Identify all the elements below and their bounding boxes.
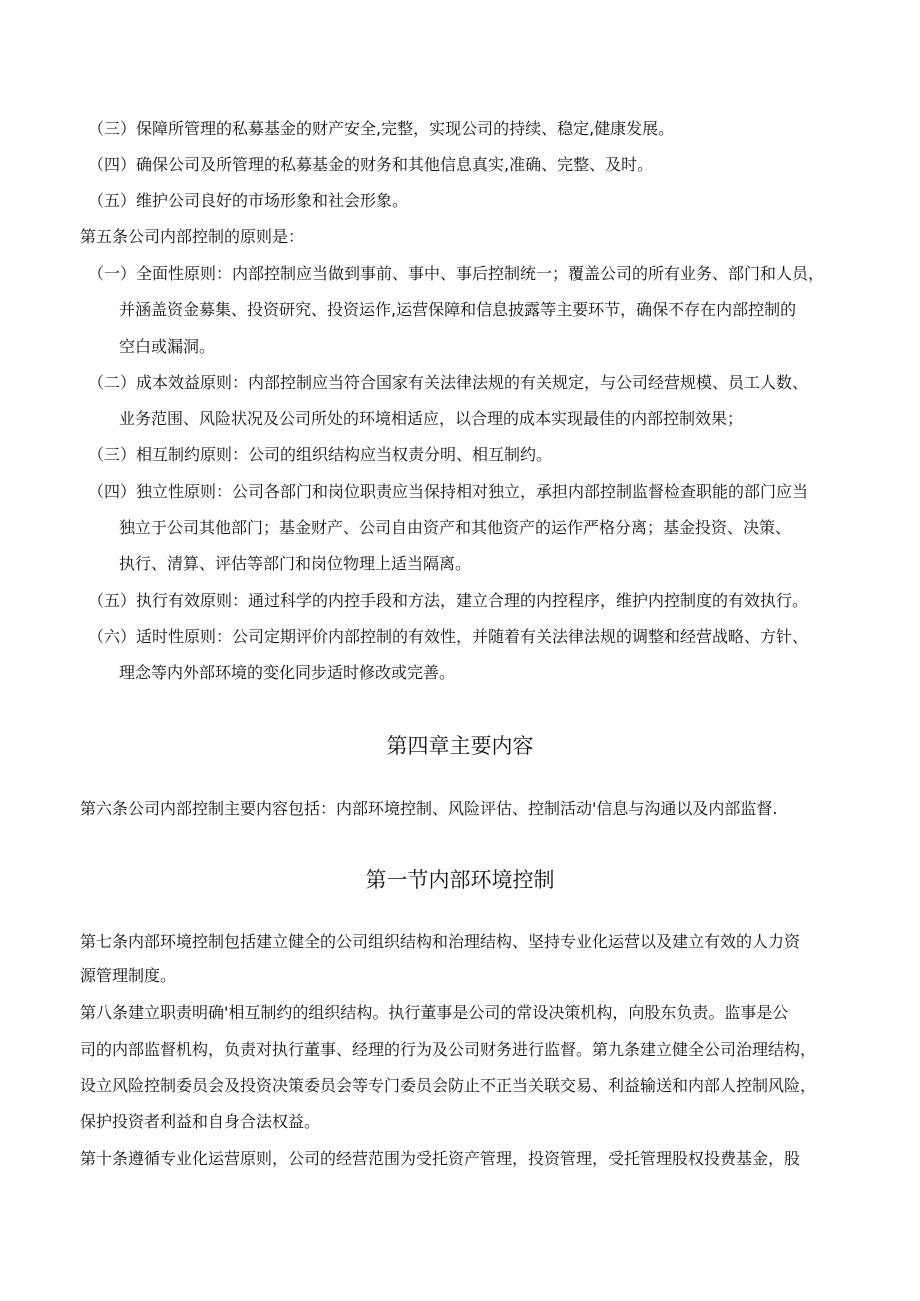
principle-1-line-3: 空白或漏洞。 (119, 337, 216, 356)
principle-4-line-3: 执行、清算、评估等部门和岗位物理上适当隔离。 (119, 554, 472, 573)
principle-4-line-2: 独立于公司其他部门；基金财产、公司自由资产和其他资产的运作严格分离；基金投资、决策、 (119, 518, 792, 537)
section-1-heading: 第一节内部环境控制 (365, 868, 555, 892)
principle-6-line-1: （六）适时性原则：公司定期评价内部控制的有效性，并随着有关法律法规的调整和经营战略、方针、 (88, 627, 809, 646)
article-7-line-2: 源管理制度。 (80, 966, 177, 985)
principle-5-line-1: （五）执行有效原则：通过科学的内控手段和方法，建立合理的内控程序，维护内控制度的有效执行。 (88, 591, 809, 610)
principle-2-line-2: 业务范围、风险状况及公司所处的环境相适应，以合理的成本实现最佳的内部控制效果； (119, 409, 744, 428)
article-10-line-1: 第十条遵循专业化运营原则，公司的经营范围为受托资产管理，投资管理，受托管理股权投费基金，股 (80, 1149, 801, 1168)
article-6-text: 第六条公司内部控制主要内容包括：内部环境控制、风险评估、控制活动'信息与沟通以及内部监督. (80, 799, 778, 818)
article-8-line-3: 设立风险控制委员会及投资决策委员会等专门委员会防止不正当关联交易、利益输送和内部人控制风险， (80, 1076, 817, 1095)
principle-6-line-2: 理念等内外部环境的变化同步适时修改或完善。 (119, 663, 456, 682)
article-8-line-2: 司的内部监督机构，负责对执行董事、经理的行为及公司财务进行监督。第九条建立健全公司治理结构， (80, 1040, 817, 1059)
chapter-4-heading: 第四章主要内容 (386, 734, 534, 758)
principle-2-line-1: （二）成本效益原则：内部控制应当符合国家有关法律法规的有关规定，与公司经营规模、员工人数、 (88, 373, 809, 392)
principle-3-line-1: （三）相互制约原则：公司的组织结构应当权责分明、相互制约。 (88, 445, 553, 464)
principle-1-line-1: （一）全面性原则：内部控制应当做到事前、事中、事后控制统一；覆盖公司的所有业务、部门和人员， (88, 264, 825, 283)
objective-item-3: （三）保障所管理的私募基金的财产安全,完整，实现公司的持续、稳定,健康发展。 (88, 119, 675, 138)
article-8-line-1: 第八条建立职责明确'相互制约的组织结构。执行董事是公司的常设决策机构，向股东负责。监事是公 (80, 1003, 789, 1022)
principle-1-line-2: 并涵盖资金募集、投资研究、投资运作,运营保障和信息披露等主要环节，确保不存在内部控制的 (119, 300, 797, 319)
article-8-line-4: 保护投资者利益和自身合法权益。 (80, 1112, 321, 1131)
principle-4-line-1: （四）独立性原则：公司各部门和岗位职责应当保持相对独立，承担内部控制监督检查职能的部门应当 (88, 482, 809, 501)
objective-item-4: （四）确保公司及所管理的私募基金的财务和其他信息真实,准确、完整、及时。 (88, 155, 654, 174)
article-5-title: 第五条公司内部控制的原则是： (80, 227, 305, 246)
objective-item-5: （五）维护公司良好的市场形象和社会形象。 (88, 191, 409, 210)
article-7-line-1: 第七条内部环境控制包括建立健全的公司组织结构和治理结构、坚持专业化运营以及建立有效的人力资 (80, 932, 801, 951)
